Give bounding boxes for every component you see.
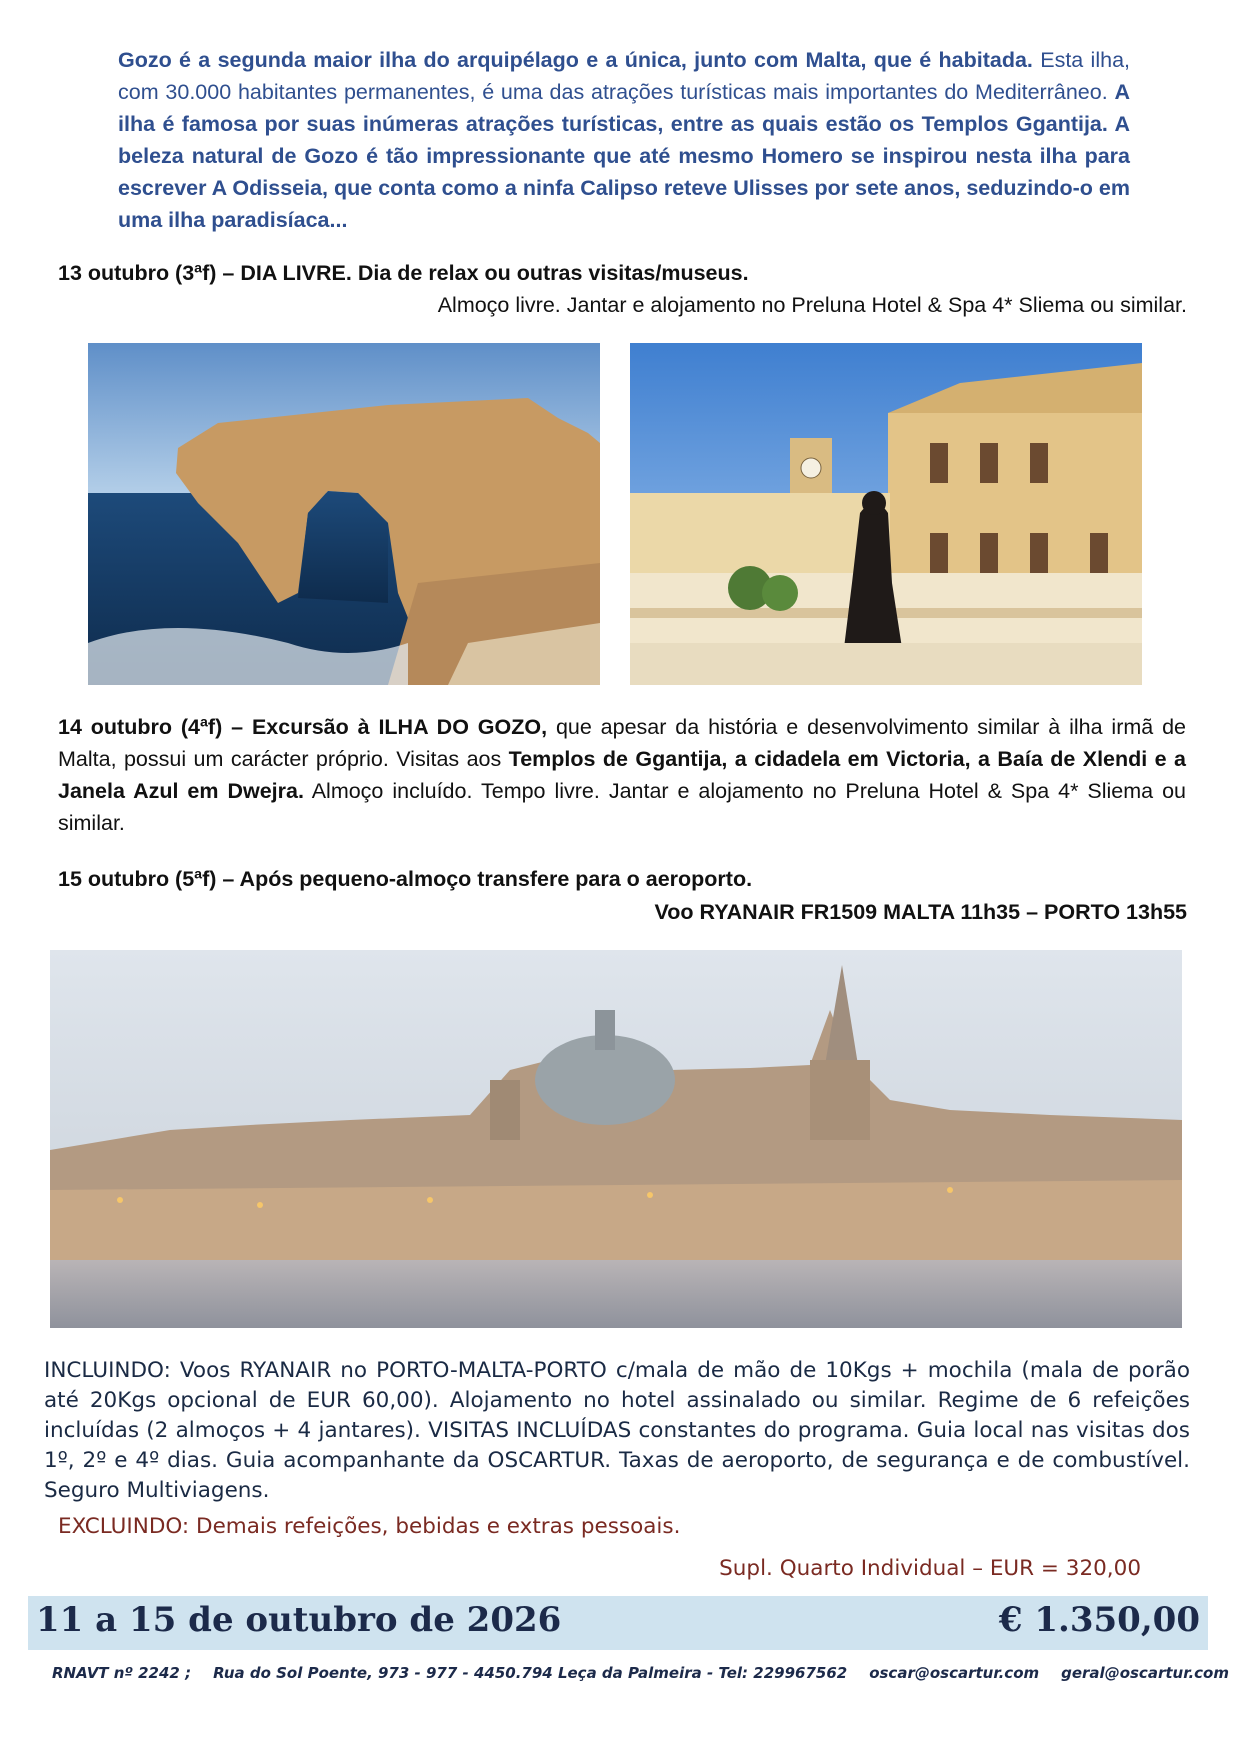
intro-paragraph [118,44,1130,236]
date-price-band [28,1596,1208,1650]
day14-paragraph [58,711,1186,839]
day13-title: – DIA LIVRE. Dia de relax ou outras visitas/museus. [216,261,749,285]
trip-price: € 1.350,00 [998,1600,1200,1640]
azure-window-photo [88,343,600,685]
excluded-services: EXCLUINDO: Demais refeições, bebidas e extras pessoais. [58,1514,681,1539]
day14-text2: Almoço incluído. Tempo livre. Jantar e alojamento no Preluna Hotel & Spa 4* Sliema ou similar. [58,779,1186,835]
day14-title: – Excursão à ILHA DO GOZO, [222,715,548,739]
footer [52,1664,1229,1682]
included-services: INCLUINDO: Voos RYANAIR no PORTO-MALTA-PORTO c/mala de mão de 10Kgs + mochila (mala de porão até 20Kgs opcional de EUR 60,00). Alojamento no hotel assinalado ou similar. Regime de 6 refeições incluídas (2 almoços + 4 jantares). VISITAS INCLUÍDAS constantes do programa. Guia local nas visitas dos 1º, 2º e 4º dias. Guia acompanhante da OSCARTUR. Taxas de aeroporto, de segurança e de combustível. Seguro Multiviagens. [44,1358,1190,1503]
intro-bold-body: A ilha é famosa por suas inúmeras atrações turísticas, entre as quais estão os Templos Ggantija. A beleza natural de Gozo é tão impressionante que até mesmo Homero se inspirou nesta ilha para escrever A Odisseia, que conta como a ninfa Calipso reteve Ulisses por sete anos, seduzindo-o em uma ilha paradisíaca... [118,80,1130,232]
day15-heading [58,863,752,895]
day14-text1: que apesar da história e desenvolvimento similar à ilha irmã de Malta, possui um carácter próprio. Visitas aos [58,715,1187,771]
valletta-skyline-photo [50,950,1182,1328]
footer-email-geral[interactable]: geral@oscartur.com [1061,1664,1229,1682]
day15-date: 15 outubro (5ªf) [58,867,217,891]
day13-meals: Almoço livre. Jantar e alojamento no Preluna Hotel & Spa 4* Sliema ou similar. [437,293,1187,317]
day15-flight: Voo RYANAIR FR1509 MALTA 11h35 – PORTO 13h55 [654,900,1187,924]
day14-visits: Templos de Ggantija, a cidadela em Victoria, a Baía de Xlendi e a Janela Azul em Dwejra. [58,747,1186,803]
day13-date: 13 outubro (3ªf) [58,261,217,285]
footer-rnavt: RNAVT nº 2242 ; [52,1664,192,1682]
day14-date: 14 outubro (4ªf) [58,715,223,739]
intro-text: Esta ilha, com 30.000 habitantes permanentes, é uma das atrações turísticas mais importantes do Mediterrâneo. [118,48,1130,104]
footer-address: Rua do Sol Poente, 973 - 977 - 4450.794 Leça da Palmeira - Tel: 229967562 [213,1664,848,1682]
day15-title: – Após pequeno-almoço transfere para o aeroporto. [216,867,753,891]
intro-bold-lead: Gozo é a segunda maior ilha do arquipélago e a única, junto com Malta, que é habitada. [118,48,1033,72]
day13-heading [58,257,749,289]
single-room-supplement: Supl. Quarto Individual – EUR = 320,00 [719,1556,1141,1581]
footer-email-oscar[interactable]: oscar@oscartur.com [869,1664,1040,1682]
citadel-photo [630,343,1142,685]
trip-dates: 11 a 15 de outubro de 2026 [36,1600,562,1640]
